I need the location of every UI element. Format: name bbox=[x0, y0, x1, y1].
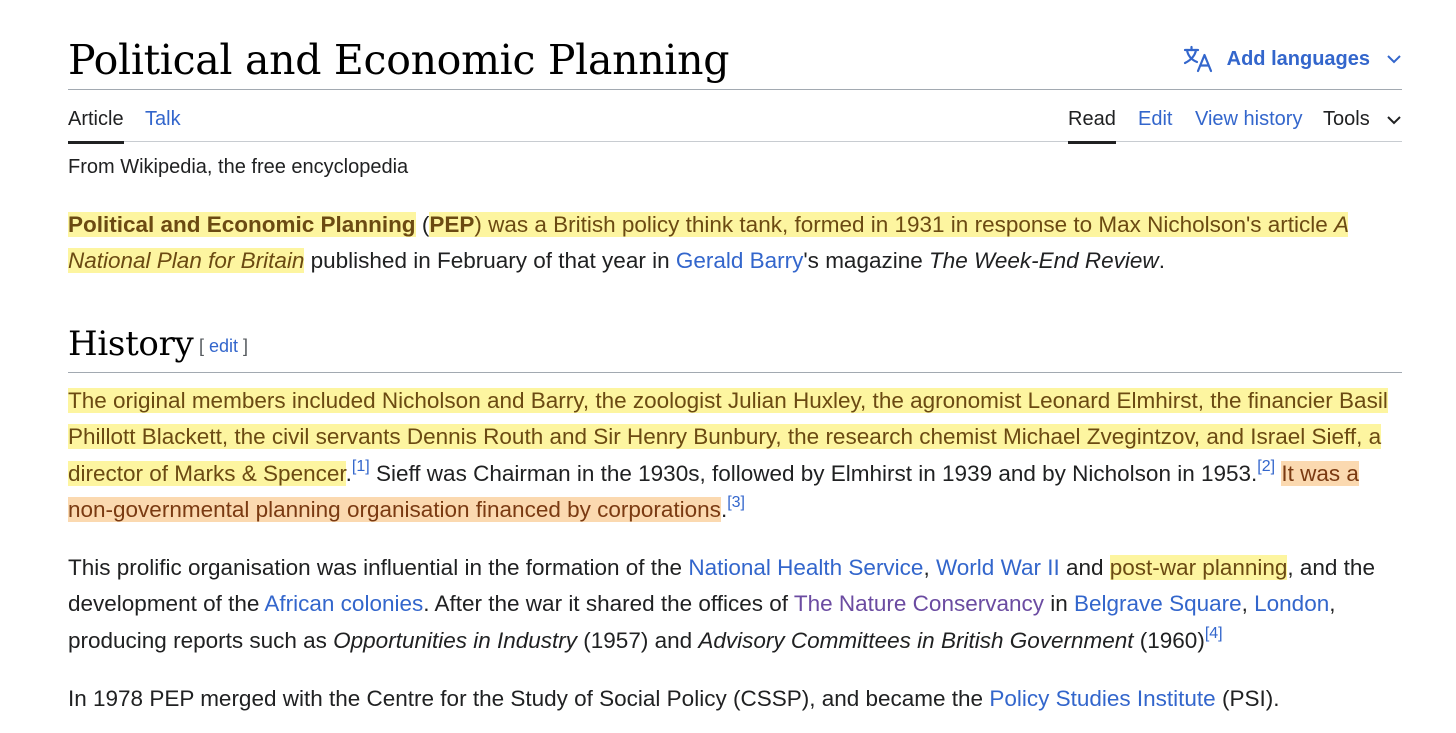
history-paragraph-3: In 1978 PEP merged with the Centre for the Study of Social Policy (CSSP), and became the Policy Studies Institute (PSI). bbox=[68, 686, 1280, 711]
highlight: post-war planning bbox=[1109, 555, 1288, 580]
add-languages-label: Add languages bbox=[1226, 47, 1370, 70]
link-african-colonies[interactable]: African colonies bbox=[264, 591, 424, 617]
tab-article[interactable]: Article bbox=[68, 107, 124, 144]
link-world-war-ii[interactable]: World War II bbox=[935, 555, 1060, 580]
add-languages-button[interactable] bbox=[1183, 45, 1402, 73]
link-gerald-barry[interactable]: Gerald Barry bbox=[675, 248, 804, 274]
reference bbox=[1257, 458, 1275, 475]
section-heading-history bbox=[68, 320, 1402, 373]
reference bbox=[1205, 625, 1223, 642]
link-policy-studies-institute[interactable]: Policy Studies Institute bbox=[989, 686, 1216, 711]
link-london[interactable]: London bbox=[1254, 591, 1330, 617]
edit-section-link[interactable]: edit bbox=[209, 336, 239, 356]
citation-link[interactable]: [3] bbox=[727, 493, 745, 511]
abbreviation: PEP bbox=[429, 212, 475, 237]
chevron-down-icon[interactable] bbox=[1386, 113, 1402, 127]
reference bbox=[727, 494, 745, 511]
translate-icon bbox=[1183, 45, 1213, 73]
section-title: History bbox=[68, 324, 194, 364]
magazine-title: The Week-End Review bbox=[929, 248, 1159, 274]
title-bar bbox=[68, 0, 1402, 90]
tools-menu[interactable]: Tools bbox=[1323, 108, 1370, 130]
tab-read[interactable]: Read bbox=[1068, 107, 1116, 144]
report-title: Advisory Committees in British Government bbox=[698, 627, 1134, 653]
highlight: PEP) was a British policy think tank, formed in 1931 in response to Max Nicholson's article A National Plan for Britain bbox=[68, 212, 1349, 274]
lead-paragraph: Political and Economic Planning (PEP) was a British policy think tank, formed in 1931 in response to Max Nicholson's article A National Plan for Britain published in February of that year in Gerald Barry's magazine The Week-End Review. bbox=[68, 212, 1349, 274]
highlight bbox=[68, 212, 416, 237]
page-title: Political and Economic Planning bbox=[68, 36, 730, 84]
link-national-health-service[interactable]: National Health Service bbox=[688, 555, 924, 580]
citation-link[interactable]: [1] bbox=[351, 457, 370, 475]
citation-link[interactable]: [4] bbox=[1204, 624, 1223, 642]
history-paragraph-1: The original members included Nicholson and Barry, the zoologist Julian Huxley, the agronomist Leonard Elmhirst, the financier Basil Phillott Blackett, the civil servants Dennis Routh and Sir Henry Bunbury, the research chemist Michael Zvegintzov, and Israel Sieff, a director of Marks & Spencer.[1] Sieff was Chairman in the 1930s, followed by Elmhirst in 1939 and by Nicholson in 1953.[2] It was a non-governmental planning organisation financed by corporations.[3] bbox=[68, 388, 1388, 522]
article-page bbox=[68, 0, 1402, 711]
page-tabs bbox=[68, 90, 1402, 142]
article-subject: Political and Economic Planning bbox=[68, 212, 416, 237]
highlight: It was a non-governmental planning organisation financed by corporations bbox=[68, 460, 1359, 522]
chevron-down-icon bbox=[1386, 51, 1402, 67]
history-paragraph-2: This prolific organisation was influential in the formation of the National Health Service, World War II and post-war planning, and the development of the African colonies. After the war it shared the offices of The Nature Conservancy in Belgrave Square, London, producing reports such as Opportunities in Industry (1957) and Advisory Committees in British Government (1960)[4] bbox=[68, 555, 1375, 653]
link-belgrave-square[interactable]: Belgrave Square bbox=[1074, 591, 1242, 617]
link-nature-conservancy[interactable]: The Nature Conservancy bbox=[793, 591, 1044, 617]
citation-link[interactable]: [2] bbox=[1257, 457, 1276, 475]
report-title: Opportunities in Industry bbox=[333, 627, 578, 653]
section-edit: [ edit ] bbox=[199, 336, 249, 356]
tab-talk[interactable]: Talk bbox=[145, 108, 181, 130]
site-tagline: From Wikipedia, the free encyclopedia bbox=[68, 156, 409, 178]
tab-edit[interactable]: Edit bbox=[1138, 108, 1173, 130]
work-title: A National Plan for Britain bbox=[68, 212, 1349, 274]
reference bbox=[352, 458, 370, 475]
tab-view-history[interactable]: View history bbox=[1195, 108, 1303, 130]
highlight: The original members included Nicholson and Barry, the zoologist Julian Huxley, the agronomist Leonard Elmhirst, the financier Basil Phillott Blackett, the civil servants Dennis Routh and Sir Henry Bunbury, the research chemist Michael Zvegintzov, and Israel Sieff, a director of Marks & Spencer bbox=[68, 388, 1388, 486]
